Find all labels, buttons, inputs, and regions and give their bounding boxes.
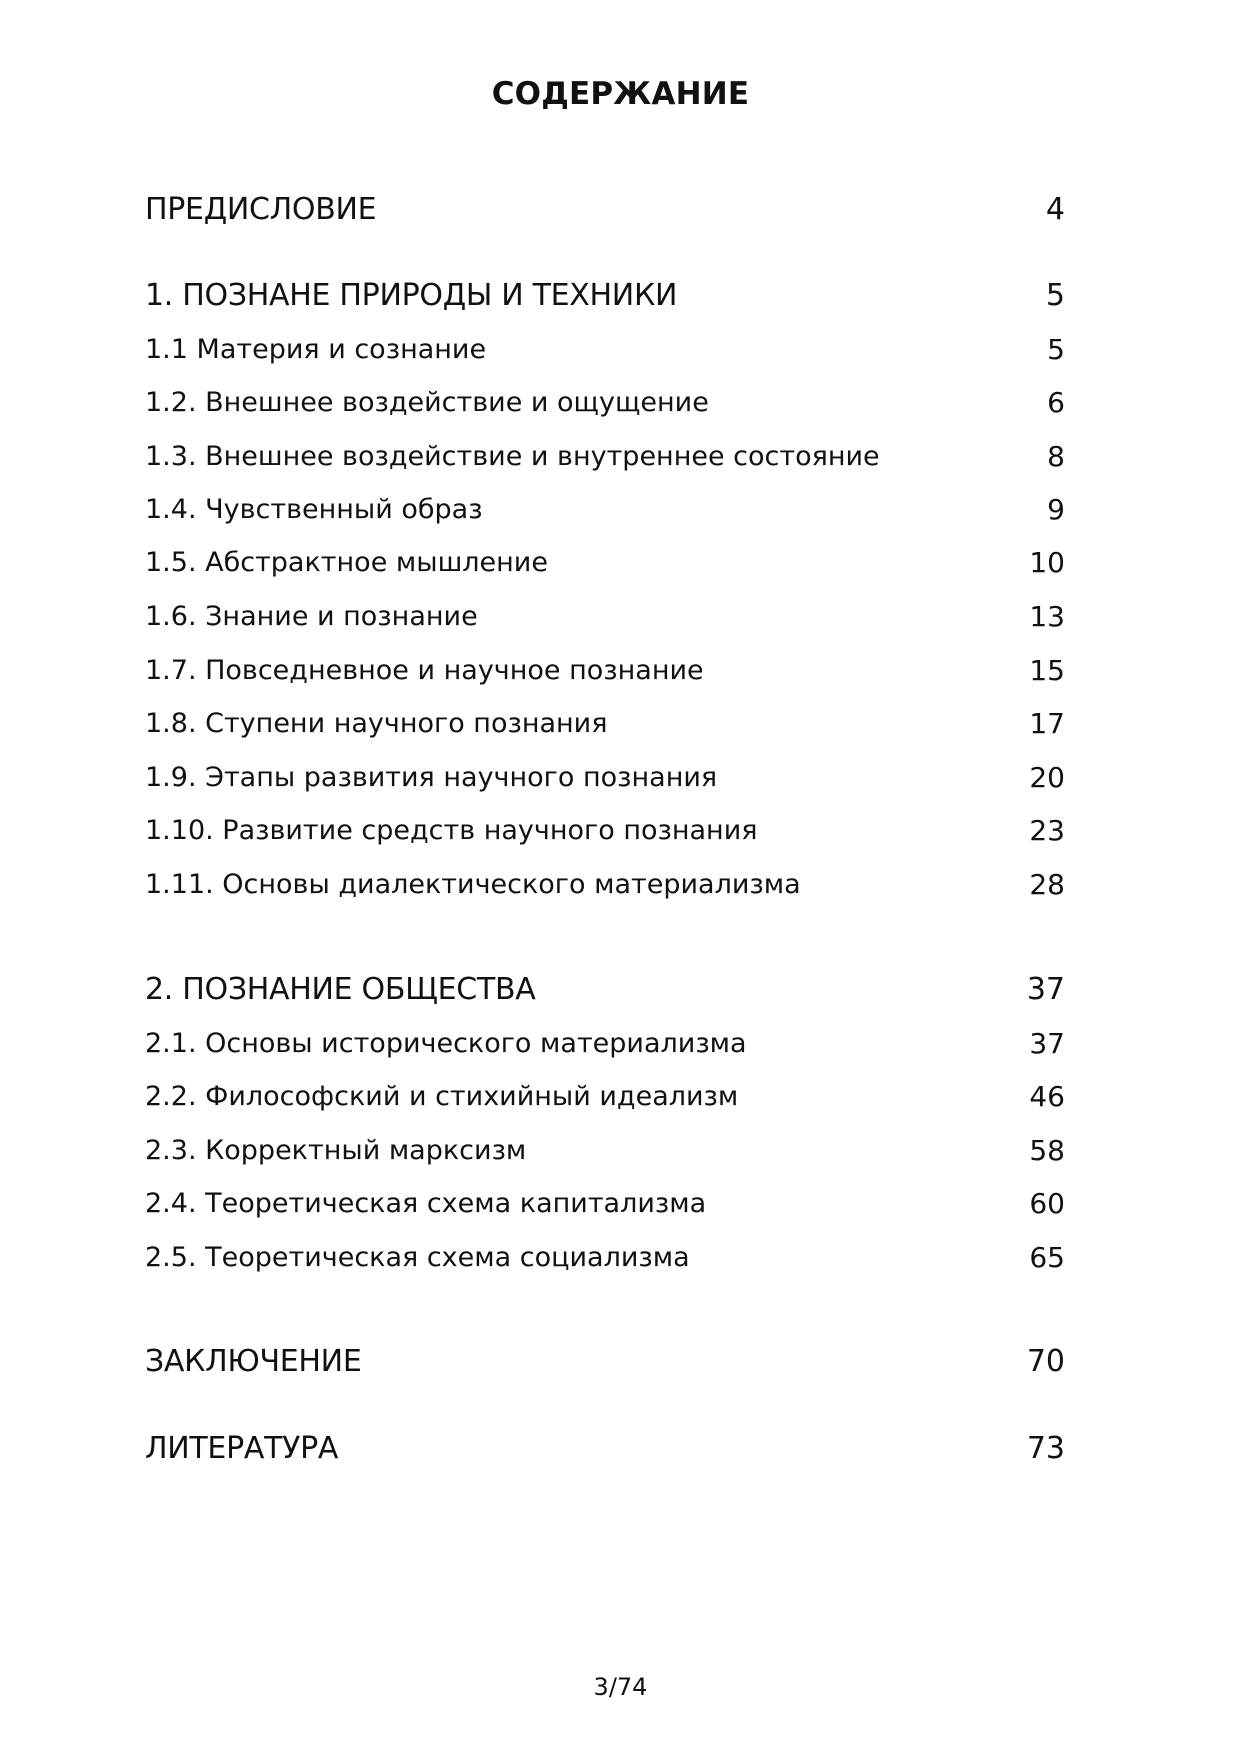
toc-entry-2-1 xyxy=(145,1024,1065,1064)
toc-entry-chapter-2 xyxy=(145,970,1065,1010)
toc-entry-label: 1.3. Внешнее воздействие и внутреннее состояние xyxy=(145,441,880,472)
toc-entry-page: 58 xyxy=(1029,1134,1065,1167)
toc-entry-1-10 xyxy=(145,811,1065,851)
toc-entry-literature xyxy=(145,1429,1065,1469)
toc-entry-page: 15 xyxy=(1029,654,1065,687)
toc-entry-page: 37 xyxy=(1026,972,1065,1007)
toc-entry-page: 10 xyxy=(1029,546,1065,579)
toc-entry-preface xyxy=(145,190,1065,230)
toc-entry-1-3 xyxy=(145,437,1065,477)
toc-entry-conclusion xyxy=(145,1342,1065,1382)
toc-entry-page: 8 xyxy=(1047,440,1065,473)
toc-entry-page: 37 xyxy=(1029,1027,1065,1060)
toc-entry-1-8 xyxy=(145,704,1065,744)
toc-entry-page: 23 xyxy=(1029,814,1065,847)
toc-entry-1-1 xyxy=(145,330,1065,370)
toc-entry-label: 1.9. Этапы развития научного познания xyxy=(145,762,718,793)
toc-entry-label: 1.8. Ступени научного познания xyxy=(145,708,608,739)
toc-entry-label: 2.1. Основы исторического материализма xyxy=(145,1028,747,1059)
toc-entry-label: 1.5. Абстрактное мышление xyxy=(145,547,548,578)
toc-entry-label: 2.5. Теоретическая схема социализма xyxy=(145,1242,690,1273)
toc-entry-page: 73 xyxy=(1026,1431,1065,1466)
toc-entry-label: ЗАКЛЮЧЕНИЕ xyxy=(145,1344,362,1379)
toc-entry-2-5 xyxy=(145,1238,1065,1278)
toc-entry-page: 9 xyxy=(1047,493,1065,526)
toc-entry-page: 6 xyxy=(1047,386,1065,419)
toc-entry-1-5 xyxy=(145,543,1065,583)
toc-entry-page: 4 xyxy=(1045,192,1065,227)
toc-entry-1-7 xyxy=(145,651,1065,691)
toc-entry-2-2 xyxy=(145,1077,1065,1117)
toc-entry-1-9 xyxy=(145,758,1065,798)
toc-entry-label: 1.2. Внешнее воздействие и ощущение xyxy=(145,387,709,418)
toc-entry-label: 2.2. Философский и стихийный идеализм xyxy=(145,1081,739,1112)
toc-entry-label: ЛИТЕРАТУРА xyxy=(145,1431,339,1466)
toc-entry-page: 70 xyxy=(1026,1344,1065,1379)
toc-entry-page: 28 xyxy=(1029,868,1065,901)
toc-entry-1-6 xyxy=(145,597,1065,637)
toc-entry-1-4 xyxy=(145,490,1065,530)
toc-entry-1-11 xyxy=(145,865,1065,905)
toc-entry-label: 1.4. Чувственный образ xyxy=(145,494,483,525)
toc-entry-label: 1.7. Повседневное и научное познание xyxy=(145,655,704,686)
toc-entry-label: 1.1 Материя и сознание xyxy=(145,334,487,365)
toc-entry-page: 5 xyxy=(1045,278,1065,313)
toc-entry-page: 13 xyxy=(1029,600,1065,633)
toc-entry-label: 1.11. Основы диалектического материализма xyxy=(145,869,801,900)
toc-entry-page: 65 xyxy=(1029,1241,1065,1274)
toc-entry-label: 1.6. Знание и познание xyxy=(145,601,478,632)
toc-entry-2-4 xyxy=(145,1184,1065,1224)
toc-entry-2-3 xyxy=(145,1131,1065,1171)
toc-entry-page: 5 xyxy=(1047,333,1065,366)
toc-entry-page: 17 xyxy=(1029,707,1065,740)
page-title: СОДЕРЖАНИЕ xyxy=(491,76,750,112)
toc-entry-label: 1. ПОЗНАНЕ ПРИРОДЫ И ТЕХНИКИ xyxy=(145,278,678,313)
toc-entry-1-2 xyxy=(145,383,1065,423)
toc-entry-page: 46 xyxy=(1029,1080,1065,1113)
toc-entry-page: 20 xyxy=(1029,761,1065,794)
page-number: 3/74 xyxy=(593,1673,648,1701)
toc-entry-chapter-1 xyxy=(145,276,1065,316)
toc-entry-label: 2.3. Корректный марксизм xyxy=(145,1135,527,1166)
toc-entry-label: 1.10. Развитие средств научного познания xyxy=(145,815,758,846)
toc-entry-label: ПРЕДИСЛОВИЕ xyxy=(145,192,377,227)
toc-entry-page: 60 xyxy=(1029,1187,1065,1220)
toc-entry-label: 2. ПОЗНАНИЕ ОБЩЕСТВА xyxy=(145,972,536,1007)
toc-entry-label: 2.4. Теоретическая схема капитализма xyxy=(145,1188,707,1219)
